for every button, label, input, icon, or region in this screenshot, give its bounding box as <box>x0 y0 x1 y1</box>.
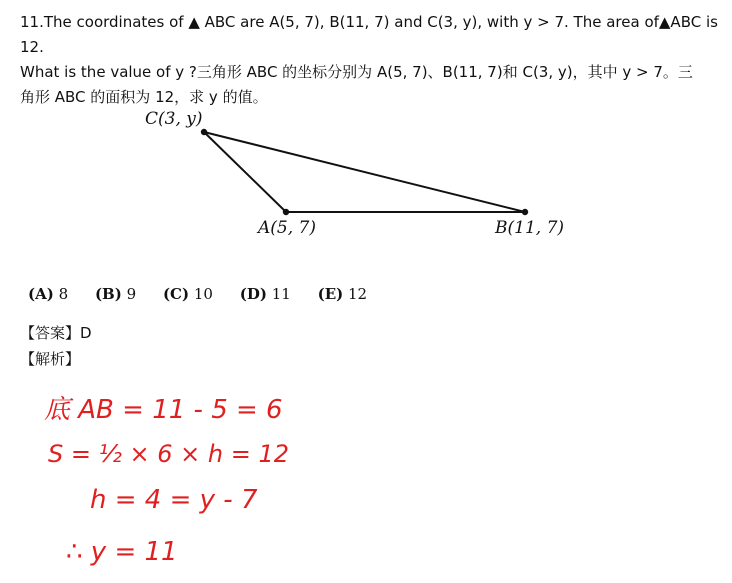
handwriting-line-4: ∴ y = 11 <box>66 537 178 567</box>
answer-line: 【答案】D <box>20 324 92 342</box>
problem-line-3: 角形 ABC 的面积为 12，求 y 的值。 <box>20 88 268 106</box>
choice-c: (C) 10 <box>162 285 213 303</box>
analysis-heading: 【解析】 <box>20 350 81 368</box>
choice-d: (D) 11 <box>239 285 291 303</box>
choice-e: (E) 12 <box>317 285 368 303</box>
problem-line-1: 11.The coordinates of ▲ ABC are A(5, 7), B(11, 7) and C(3, y), with y > 7. The area of▲ABC is 12. <box>20 13 718 56</box>
problem-line-2: What is the value of y ?三角形 ABC 的坐标分别为 A(5, 7)、B(11, 7)和 C(3, y)，其中 y > 7。三 <box>20 63 693 81</box>
choice-a: (A) 8 <box>28 285 69 303</box>
label-b: B(11, 7) <box>495 218 565 238</box>
label-a: A(5, 7) <box>258 218 316 238</box>
choice-b: (B) 9 <box>94 285 137 303</box>
handwriting-line-1: 底 AB = 11 - 5 = 6 <box>44 395 283 425</box>
handwriting-line-3: h = 4 = y - 7 <box>90 485 258 515</box>
label-c: C(3, y) <box>145 109 203 129</box>
handwriting-line-2: S = ½ × 6 × h = 12 <box>48 440 289 468</box>
